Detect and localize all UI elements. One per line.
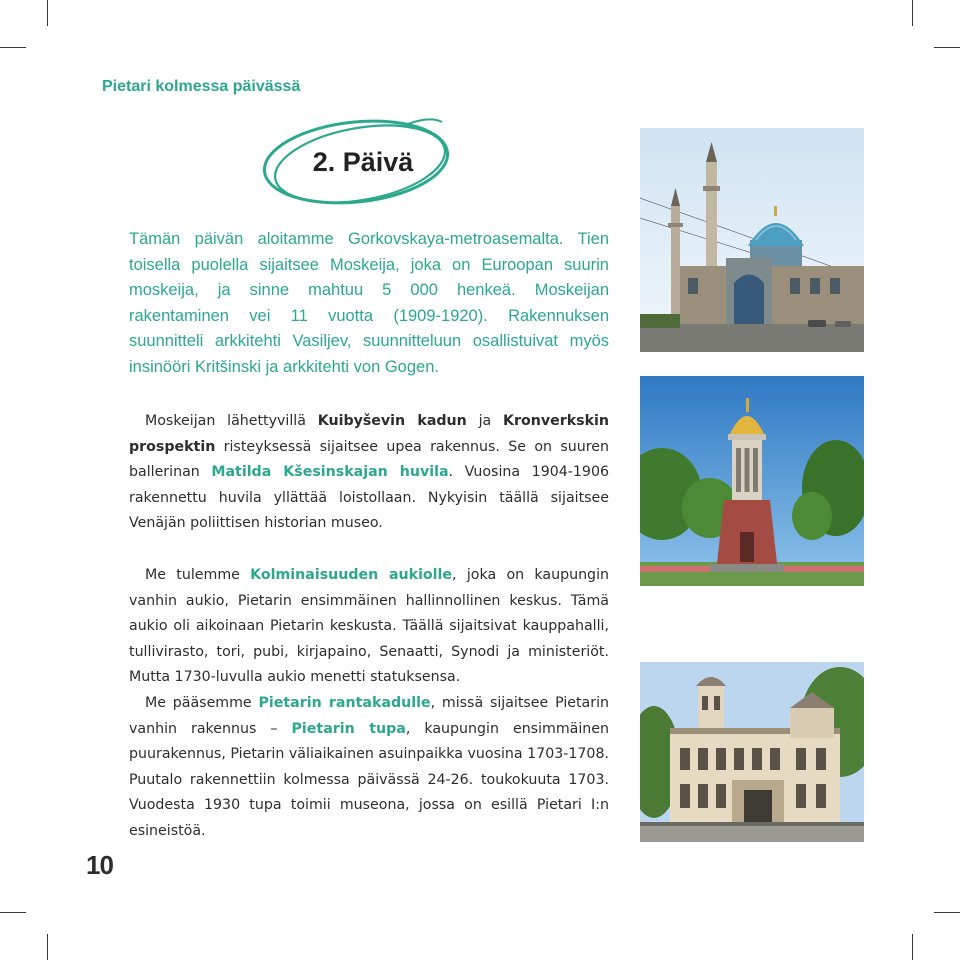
crop-mark <box>47 0 48 26</box>
crop-mark <box>912 0 913 26</box>
crop-mark <box>934 47 960 48</box>
street-name: Kuibyševin kadun <box>317 413 467 429</box>
villa-paragraph: Moskeijan lähettyvillä Kuibyševin kadun ja Kronverkskin prospektin risteyksessä sijaitsee upea rakennus. Se on suuren ballerinan Matilda Kšesinskajan huvila. Vuosina 1904-1906 rakennettu huvila yllättää loistollaan. Nykyisin täällä sijaitsee Venäjän poliittisen historian museo. <box>129 413 609 532</box>
day-badge <box>258 112 438 212</box>
crop-mark <box>47 934 48 960</box>
crop-mark <box>912 934 913 960</box>
avenue-name: Kronverkskin prospektin <box>129 413 609 455</box>
mansion-photo <box>640 662 864 842</box>
intro-paragraph: Tämän päivän aloitamme Gorkovskaya-metroasemalta. Tien toisella puolella sijaitsee Moskeija, joka on Euroopan suurin moskeija, ja sinne mahtuu 5 000 henkeä. Moskeijan rakentaminen vei 11 vuotta (1909-1920). Rakennuksen suunnitteli arkkitehti Vasiljev, suunnitteluun osallistuivat myös insinööri Kritšinski ja arkkitehti von Gogen. <box>129 230 609 376</box>
square-section <box>129 563 609 845</box>
crop-mark <box>0 912 26 913</box>
chapel-photo <box>640 376 864 586</box>
embankment-paragraph: Me pääsemme Pietarin rantakadulle, missä sijaitsee Pietarin vanhin rakennus – Pietarin tupa, kaupungin ensimmäinen puurakennus, Pietarin väliaikainen asuinpaikka vuosina 1703-1708. Puutalo rakennettiin kolmessa päivässä 24-26. toukokuuta 1703. Vuodesta 1930 tupa toimii museona, jossa on esillä Pietari I:n esineistöä. <box>129 694 610 839</box>
highlight-square: Kolminaisuuden aukiolle <box>250 567 453 583</box>
day-title: 2. Päivä <box>312 146 414 177</box>
highlight-villa: Matilda Kšesinskajan huvila <box>211 464 449 481</box>
square-paragraph: Me tulemme Kolminaisuuden aukiolle, joka on kaupungin vanhin aukio, Pietarin ensimmäinen hallinnollinen keskus. Tämä aukio oli aikoinaan Pietarin keskusta. Täällä sijaitsivat kauppahalli, tullivirasto, tori, pubi, kirjapaino, Senaatti, Synodi ja ministeriöt. Mutta 1730-luvulla aukio menetti statuksensa. <box>129 567 609 686</box>
page-number: 10 <box>86 850 113 880</box>
crop-mark <box>934 912 960 913</box>
crop-mark <box>0 47 26 48</box>
highlight-embankment: Pietarin rantakadulle <box>258 694 431 711</box>
highlight-cabin: Pietarin tupa <box>291 720 406 737</box>
mosque-photo <box>640 128 864 352</box>
running-header: Pietari kolmessa päivässä <box>102 78 301 95</box>
